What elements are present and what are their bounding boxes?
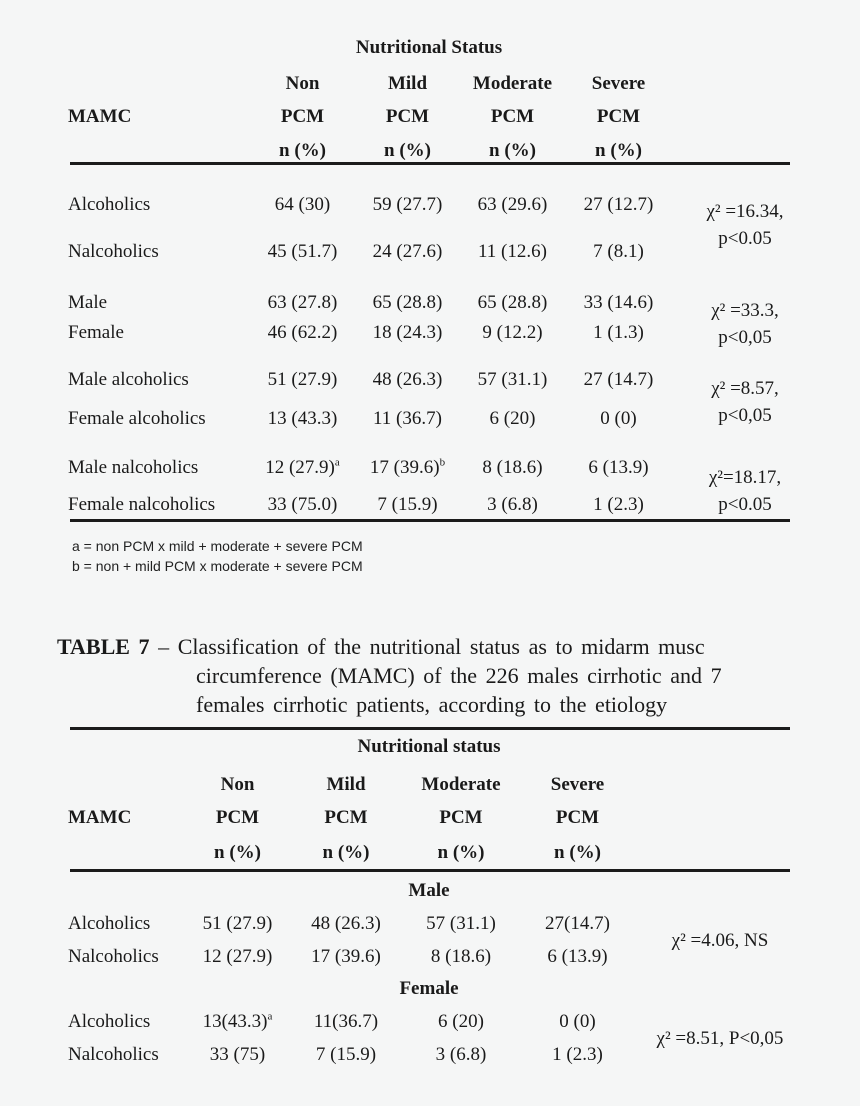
value-cell: 33 (75) [209, 1044, 266, 1065]
row-label: Alcoholics [68, 1011, 151, 1032]
header-spacer [68, 840, 185, 866]
col-header: n (%) [279, 140, 326, 161]
value-cell: 11(36.7) [313, 1011, 379, 1032]
p-value: p<0.05 [718, 494, 772, 515]
value-cell: 48 (26.3) [311, 913, 381, 934]
value-cell: 11 (36.7) [373, 408, 442, 429]
section-header-female: Female [399, 978, 459, 999]
value-cell: 33 (75.0) [267, 494, 338, 515]
table1-header-rule [70, 162, 790, 165]
value-cell: 57 (31.1) [477, 369, 548, 390]
col-header: PCM [596, 106, 641, 127]
value-cell: 7 (15.9) [315, 1044, 377, 1065]
table2-header-row-pcm [68, 805, 635, 831]
col-header: Non [220, 774, 255, 795]
table-caption-line2: circumference (MAMC) of the 226 males cirrhotic and 7 [196, 663, 722, 688]
value-cell: 17 (39.6) [311, 946, 381, 967]
value-cell: 3 (6.8) [487, 494, 538, 515]
value-cell: 33 (14.6) [583, 292, 654, 313]
value-cell: 12 (27.9) [202, 946, 273, 967]
footnote-marker: a [267, 1010, 273, 1023]
table-row [68, 367, 672, 393]
table-row [68, 239, 672, 265]
value-cell: 13 (43.3) [267, 408, 338, 429]
table-row [68, 492, 672, 518]
table-row [68, 455, 672, 481]
p-value: p<0,05 [718, 327, 772, 348]
chi-square-annotation: χ² =4.06, NS [671, 930, 769, 951]
value-cell [250, 455, 355, 481]
col-header: Mild [326, 774, 366, 795]
col-header: Non [285, 73, 320, 94]
col-header: n (%) [322, 842, 370, 863]
value-cell: 51 (27.9) [202, 913, 273, 934]
value-cell: 65 (28.8) [477, 292, 548, 313]
table-row [68, 290, 672, 316]
col-header: PCM [385, 106, 430, 127]
row-label: Female nalcoholics [68, 494, 216, 515]
row-label: Female [68, 322, 124, 343]
col-header: PCM [555, 807, 600, 828]
value-cell: 6 (13.9) [547, 946, 608, 967]
value-cell: 6 (13.9) [588, 457, 649, 478]
table2-header-row-severity [68, 772, 635, 798]
value-cell: 7 (15.9) [377, 494, 438, 515]
col-header: PCM [215, 807, 260, 828]
value-cell: 46 (62.2) [267, 322, 338, 343]
row-label: Nalcoholics [68, 1044, 159, 1065]
row-label: Female alcoholics [68, 408, 206, 429]
row-label-header: MAMC [68, 807, 132, 828]
value-cell: 0 (0) [600, 408, 637, 429]
table-row [68, 406, 672, 432]
row-label: Male nalcoholics [68, 457, 199, 478]
chi-square-annotation [672, 464, 818, 518]
col-header: n (%) [437, 842, 485, 863]
chi-square-annotation: χ² =8.51, P<0,05 [656, 1028, 784, 1049]
value-cell: 57 (31.1) [426, 913, 496, 934]
col-header: Moderate [421, 774, 501, 795]
col-header: PCM [324, 807, 368, 828]
value-cell: 51 (27.9) [267, 369, 338, 390]
table2-header-row-n [68, 840, 635, 866]
value-cell: 11 (12.6) [478, 241, 547, 262]
chi-square-value: χ² =16.34, [706, 201, 784, 222]
col-header: Mild [387, 73, 428, 94]
caption-dash: – [158, 634, 170, 659]
value-cell: 6 (20) [489, 408, 536, 429]
chi-square-value: χ² =33.3, [711, 300, 779, 321]
value-cell: 64 (30) [274, 194, 331, 215]
value-cell [185, 1009, 290, 1035]
table1-header-row-severity [68, 71, 672, 97]
col-header: n (%) [595, 140, 642, 161]
table2-top-rule [70, 727, 790, 730]
table1-header-row-pcm [68, 104, 672, 130]
value-cell: 1 (2.3) [593, 494, 644, 515]
col-header: PCM [280, 106, 325, 127]
p-value: p<0.05 [718, 228, 772, 249]
table-caption-line3: females cirrhotic patients, according to the etiology [196, 692, 668, 717]
table-row [68, 944, 635, 970]
table-row [68, 911, 635, 937]
table1-group-title: Nutritional Status [355, 37, 503, 58]
value-cell: 1 (2.3) [552, 1044, 603, 1065]
table2-group-title: Nutritional status [357, 736, 501, 757]
footnote-b: b = non + mild PCM x moderate + severe PCM [72, 558, 363, 574]
row-label: Male [68, 292, 108, 313]
caption-text: Classification of the nutritional status as to midarm musc [177, 634, 705, 659]
col-header: PCM [439, 807, 483, 828]
table-row [68, 320, 672, 346]
value-cell: 27 (12.7) [583, 194, 654, 215]
footnote-marker: b [439, 456, 446, 469]
p-value: p<0,05 [718, 405, 772, 426]
value-cell: 27 (14.7) [583, 369, 654, 390]
value-cell: 65 (28.8) [372, 292, 443, 313]
header-spacer [68, 138, 250, 164]
value-cell: 9 (12.2) [482, 322, 543, 343]
col-header: Severe [591, 73, 646, 94]
value-cell: 63 (29.6) [477, 194, 548, 215]
col-header: n (%) [489, 140, 536, 161]
chi-square-annotation [672, 375, 818, 429]
col-header: Severe [550, 774, 605, 795]
chi-square-value: χ² =8.57, [711, 378, 779, 399]
value-cell: 8 (18.6) [430, 946, 492, 967]
value-cell: 27(14.7) [545, 913, 610, 934]
value-text: 13(43.3) [202, 1011, 268, 1032]
value-cell: 8 (18.6) [482, 457, 543, 478]
header-spacer [68, 71, 250, 97]
value-cell: 1 (1.3) [593, 322, 644, 343]
col-header: Moderate [472, 73, 553, 94]
table1-header-row-n [68, 138, 672, 164]
row-label: Alcoholics [68, 913, 151, 934]
table-row [68, 1042, 635, 1068]
chi-square-value: χ²=18.17, [708, 467, 782, 488]
table-row [68, 192, 672, 218]
caption-table-number: TABLE 7 [57, 634, 150, 659]
row-label: Nalcoholics [68, 946, 159, 967]
col-header: PCM [490, 106, 535, 127]
section-header-male: Male [408, 880, 450, 901]
value-cell: 63 (27.8) [267, 292, 338, 313]
value-cell: 48 (26.3) [372, 369, 443, 390]
row-label: Nalcoholics [68, 241, 159, 262]
value-cell: 6 (20) [438, 1011, 484, 1032]
table-caption-line1 [57, 632, 705, 661]
col-header: n (%) [384, 140, 431, 161]
footnote-a: a = non PCM x mild + moderate + severe PCM [72, 538, 363, 554]
value-text: 17 (39.6) [369, 457, 440, 478]
row-label-header: MAMC [68, 106, 132, 127]
value-cell: 7 (8.1) [593, 241, 644, 262]
row-label: Male alcoholics [68, 369, 189, 390]
chi-square-annotation [672, 198, 818, 252]
value-cell: 18 (24.3) [372, 322, 443, 343]
value-cell: 24 (27.6) [372, 241, 443, 262]
value-text: 12 (27.9) [265, 457, 335, 478]
value-cell: 45 (51.7) [267, 241, 338, 262]
row-label: Alcoholics [68, 194, 151, 215]
value-cell [355, 455, 460, 481]
value-cell: 59 (27.7) [372, 194, 443, 215]
table-row [68, 1009, 635, 1035]
value-cell: 0 (0) [559, 1011, 596, 1032]
chi-square-annotation [672, 297, 818, 351]
col-header: n (%) [554, 842, 601, 863]
table1-bottom-rule [70, 519, 790, 522]
footnote-marker: a [334, 456, 340, 469]
table2-header-rule [70, 869, 790, 872]
header-spacer [68, 772, 185, 798]
value-cell: 3 (6.8) [435, 1044, 487, 1065]
col-header: n (%) [214, 842, 261, 863]
